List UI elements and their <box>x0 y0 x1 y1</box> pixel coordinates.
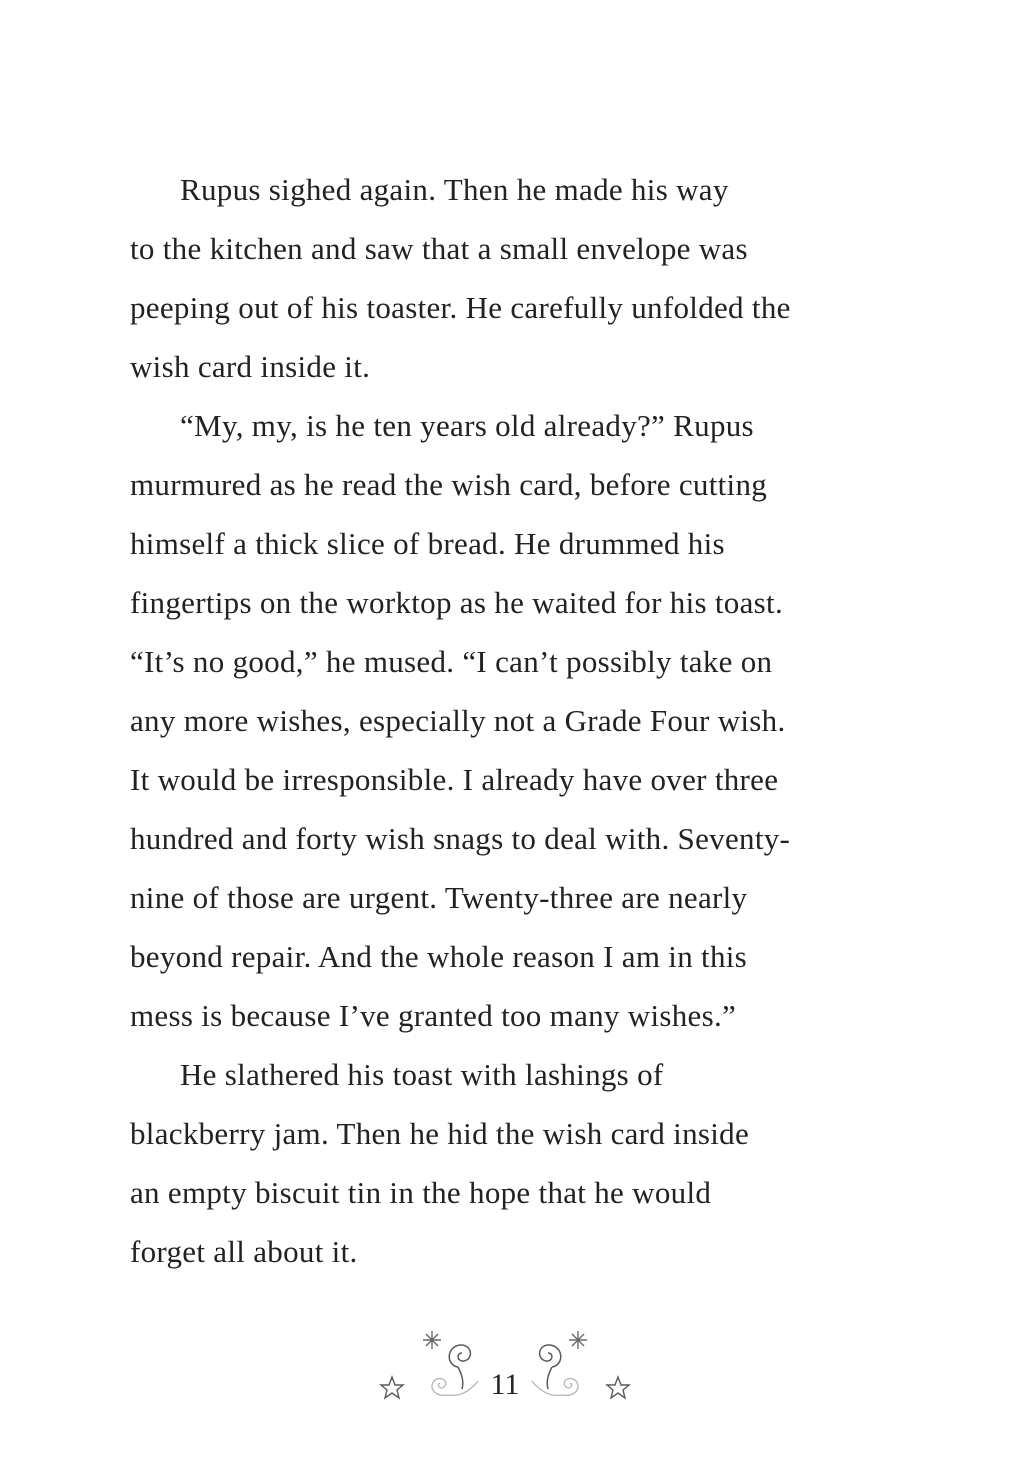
paragraph-2-line-11: mess is because I’ve granted too many wishes.” <box>130 998 737 1033</box>
paragraph-3-line-1: He slathered his toast with lashings of <box>180 1057 664 1092</box>
paragraph-1-line-3: peeping out of his toaster. He carefully unfolded the <box>130 290 791 325</box>
page-number: 11 <box>490 1368 520 1401</box>
paragraph-2-line-7: It would be irresponsible. I already have over three <box>130 762 779 797</box>
sparkle-star-icon <box>423 1331 441 1349</box>
page-folio <box>370 1325 640 1415</box>
paragraph-2-line-3: himself a thick slice of bread. He drummed his <box>130 526 725 561</box>
paragraph-2-line-10: beyond repair. And the whole reason I am in this <box>130 939 748 974</box>
paragraph-1-line-1: Rupus sighed again. Then he made his way <box>180 172 729 207</box>
paragraph-2-line-8: hundred and forty wish snags to deal with. Seventy- <box>130 821 791 856</box>
sparkle-star-icon <box>569 1331 587 1349</box>
paragraph-3-line-4: forget all about it. <box>130 1234 358 1269</box>
paragraph-3-line-3: an empty biscuit tin in the hope that he would <box>130 1175 712 1210</box>
paragraph-1-line-4: wish card inside it. <box>130 349 371 384</box>
paragraph-2-line-9: nine of those are urgent. Twenty-three are nearly <box>130 880 748 915</box>
paragraph-2-line-5: “It’s no good,” he mused. “I can’t possibly take on <box>130 644 773 679</box>
paragraph-3-line-2: blackberry jam. Then he hid the wish card inside <box>130 1116 750 1151</box>
paragraph-2-line-6: any more wishes, especially not a Grade Four wish. <box>130 703 786 738</box>
paragraph-2-line-2: murmured as he read the wish card, before cutting <box>130 467 768 502</box>
body-text <box>130 160 900 1281</box>
paragraph-2-line-4: fingertips on the worktop as he waited for his toast. <box>130 585 783 620</box>
paragraph-1-line-2: to the kitchen and saw that a small envelope was <box>130 231 748 266</box>
paragraph-2-line-1: “My, my, is he ten years old already?” Rupus <box>180 408 754 443</box>
